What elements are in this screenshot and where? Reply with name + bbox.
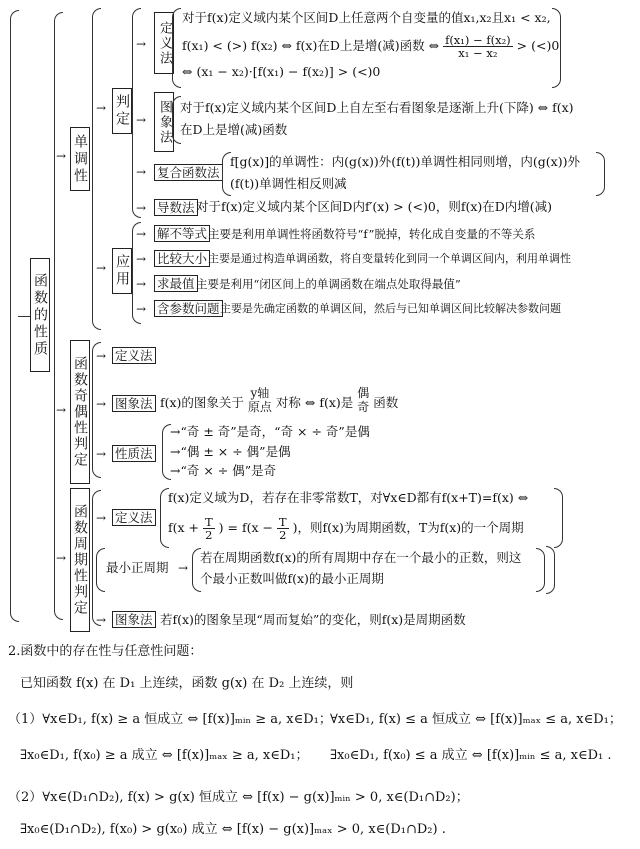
section2-item1-d: ∃x₀∈D₁, f(x₀) ≤ a 成立 ⇔ [f(x)]ₘᵢₙ ≤ a, x∈D₁ . (330, 748, 612, 763)
derivative-text: 对于f(x)定义域内某个区间D内f′(x) > (<)0，则f(x)在D内增(减) (196, 199, 553, 214)
period-box: 函数周期性判定 (70, 488, 90, 632)
section2-item1-a: （1）∀x∈D₁, f(x) ≥ a 恒成立 ⇔ [f(x)]ₘᵢₙ ≥ a, x∈D₁； (8, 712, 332, 727)
extreme-box: 求最值 (154, 275, 198, 292)
period-def-2c: )，则f(x)为周期函数，T为f(x)的一个周期 (292, 520, 524, 535)
def-line2a: f(x₁) < (>) f(x₂) ⇔ f(x)在D上是增(减)函数 ⇔ (182, 38, 440, 53)
judge-box: 判定 (112, 88, 132, 134)
section2-item2-b: ∃x₀∈(D₁∩D₂), f(x₀) > g(x₀) 成立 ⇔ [f(x) − g(x)]ₘₐₓ > 0, x∈(D₁∩D₂) . (20, 822, 446, 837)
period-def-2 (168, 516, 524, 541)
param-text: 主要是先确定函数的单调区间，然后与已知单调区间比较解决参数问题 (220, 302, 561, 315)
period-frac-2 (277, 516, 289, 541)
min-period-2: 个最小正数叫做f(x)的最小正周期 (200, 571, 384, 586)
section2-item1-c: ∃x₀∈D₁, f(x₀) ≥ a 成立 ⇔ [f(x)]ₘₐₓ ≥ a, x∈D₁； (20, 748, 309, 763)
parity-graph-b: 对称 ⇔ f(x)是 (275, 395, 354, 410)
min-period-outer-rbrace (546, 546, 555, 594)
def-line3: ⇔ (x₁ − x₂)·[f(x₁) − f(x₂)] > (<)0 (182, 64, 381, 79)
parity-prop-2: →“偶 ± × ÷ 偶”是偶 (170, 444, 291, 459)
parity-graph-top2: 偶 (357, 386, 370, 400)
param-box: 含参数问题 (154, 300, 223, 317)
compare-text: 主要是通过构造单调函数，将自变量转化到同一个单调区间内，利用单调性 (208, 252, 571, 265)
parity-graph-bot2: 奇 (357, 400, 370, 414)
def-fraction (443, 34, 513, 59)
period-frac-2-num: T (278, 515, 287, 529)
composite-rbrace (596, 152, 605, 196)
composite-line2: (f(t))单调性相反则减 (230, 176, 347, 191)
def-brace (172, 8, 181, 88)
section2-item2-a: （2）∀x∈(D₁∩D₂), f(x) > g(x) 恒成立 ⇔ [f(x) − g(x)]ₘᵢₙ > 0, x∈(D₁∩D₂)； (8, 790, 469, 805)
period-def-2b: ) = f(x − (218, 520, 273, 535)
period-def-box: 定义法 (112, 509, 156, 526)
composite-method-box: 复合函数法 (154, 164, 223, 181)
def-line2b: > (<)0 (516, 38, 560, 53)
parity-prop-box: 性质法 (112, 445, 156, 462)
period-def-1: f(x)定义域为D，若存在非零常数T，对∀x∈D都有f(x+T)=f(x) ⇔ (168, 490, 529, 505)
parity-graph-top: y轴 (250, 386, 270, 400)
section2-intro: 已知函数 f(x) 在 D₁ 上连续，函数 g(x) 在 D₂ 上连续，则 (20, 676, 354, 691)
graph-line2: 在D上是增(减)函数 (180, 122, 288, 137)
parity-graph-a: f(x)的图象关于 (160, 395, 244, 410)
parity-graph-box: 图象法 (112, 395, 156, 412)
min-period-1: 若在周期函数f(x)的所有周期中存在一个最小的正数，则这 (200, 550, 522, 565)
parity-prop-3: →“奇 × ÷ 偶”是奇 (170, 463, 277, 478)
def-line1: 对于f(x)定义域内某个区间D上任意两个自变量的值x₁,x₂且x₁ < x₂, (182, 10, 551, 25)
def-frac-den: x₁ − x₂ (458, 46, 498, 60)
def-method-box: 定义法 (154, 12, 174, 74)
root-box: 函数的性质 (30, 258, 50, 372)
root-sub-brace (54, 12, 63, 620)
derivative-method-box: 导数法 (154, 199, 198, 216)
def-frac-num: f(x₁) − f(x₂) (445, 33, 511, 47)
period-frac-1-den: 2 (205, 528, 213, 542)
graph-line1: 对于f(x)定义域内某个区间D上自左至右看图象是逐渐上升(下降) ⇔ f(x) (180, 100, 574, 115)
min-period-brace (96, 548, 105, 592)
parity-def-box: 定义法 (112, 347, 156, 364)
parity-graph-bot: 原点 (247, 400, 272, 414)
def-line2 (182, 34, 559, 59)
mono-brace (92, 8, 101, 330)
min-period-rbrace (536, 548, 545, 592)
period-graph-box: 图象法 (112, 611, 156, 628)
inequality-text: 主要是利用单调性将函数符号“f”脱掉，转化成自变量的不等关系 (208, 227, 536, 241)
section2-item1-b: ∀x∈D₁, f(x) ≤ a 恒成立 ⇔ [f(x)]ₘₐₓ ≤ a, x∈D₁； (330, 712, 622, 727)
parity-graph-line (160, 386, 398, 414)
period-frac-1-num: T (204, 515, 213, 529)
parity-graph-c: 函数 (373, 395, 399, 410)
composite-line1: f[g(x)]的单调性：内(g(x))外(f(t))单调性相同则增，内(g(x))外 (230, 154, 580, 169)
period-graph-text: 若f(x)的图象呈现“周而复始”的变化，则f(x)是周期函数 (160, 612, 466, 627)
period-frac-2-den: 2 (279, 528, 287, 542)
mono-box: 单调性 (70, 127, 90, 191)
section2-heading: 2.函数中的存在性与任意性问题： (8, 644, 203, 659)
inequality-box: 解不等式 (154, 225, 210, 242)
compare-box: 比较大小 (154, 250, 210, 267)
graph-method-box: 图象法 (154, 92, 174, 152)
min-period-label: 最小正周期 (106, 560, 169, 575)
apply-box: 应用 (112, 248, 132, 294)
period-def-2a: f(x + (168, 520, 199, 535)
extreme-text: 主要是利用“闭区间上的单调函数在端点处取得最值” (196, 277, 461, 291)
period-frac-1 (203, 516, 215, 541)
parity-box: 函数奇偶性判定 (70, 340, 90, 484)
period-def-rbrace (554, 488, 563, 548)
parity-prop-1: →“奇 ± 奇”是奇，“奇 × ÷ 奇”是偶 (170, 424, 370, 439)
